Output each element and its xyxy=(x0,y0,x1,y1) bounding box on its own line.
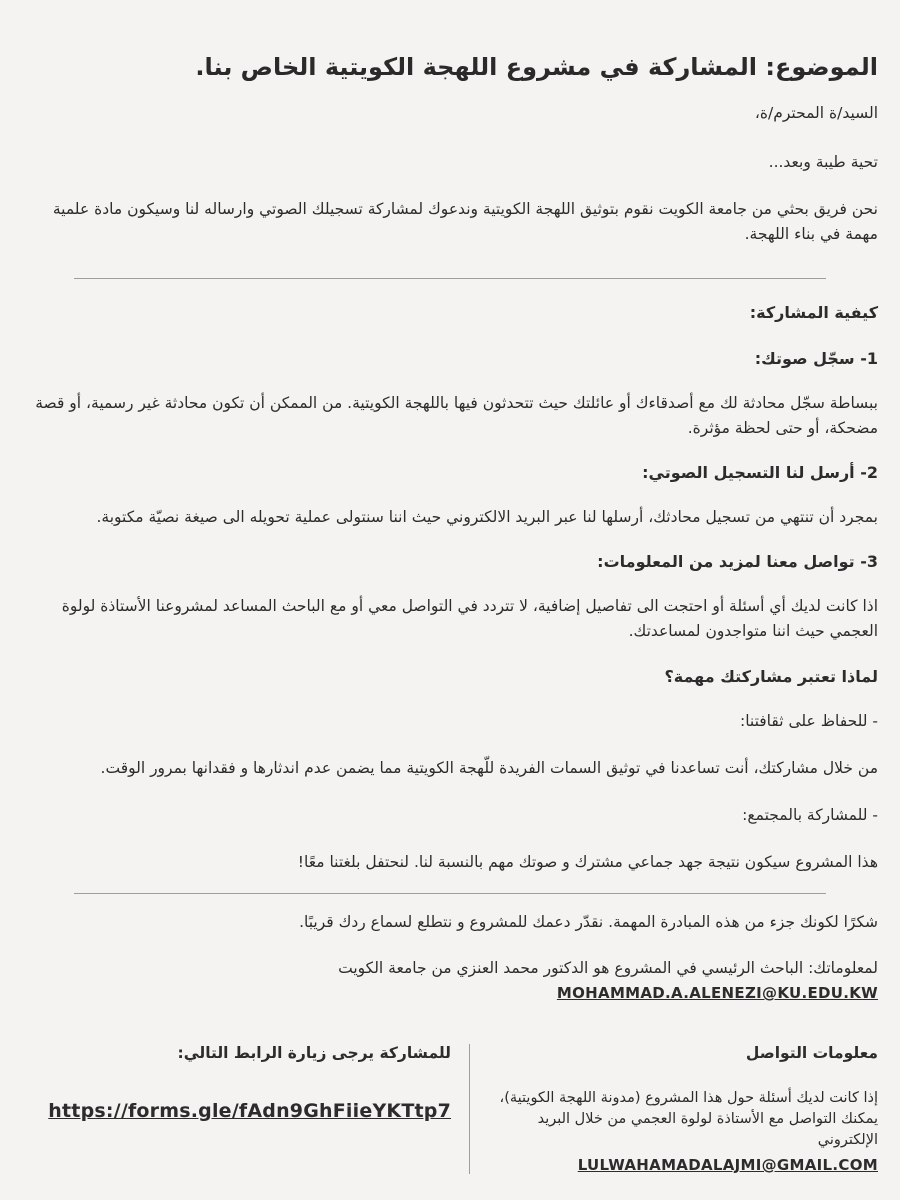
section-divider-2 xyxy=(74,893,826,894)
thanks-text: شكرًا لكونك جزء من هذه المبادرة المهمة. نقدّر دعمك للمشروع و نتطلع لسماع ردك قريبًا. xyxy=(299,912,878,931)
researcher-email-link[interactable]: MOHAMMAD.A.ALENEZI@KU.EDU.KW xyxy=(556,984,878,1003)
footer-divider xyxy=(469,1044,470,1174)
contact-info-column xyxy=(480,1044,878,1184)
how-to-participate-section xyxy=(22,301,878,643)
section-divider xyxy=(74,278,826,279)
participate-column xyxy=(22,1044,459,1184)
participate-title: للمشاركة يرجى زيارة الرابط التالي: xyxy=(177,1044,451,1062)
why-title: لماذا تعتبر مشاركتك مهمة؟ xyxy=(664,667,878,687)
intro-paragraph: نحن فريق بحثي من جامعة الكويت نقوم بتوثيق اللهجة الكويتية وندعوك لمشاركة تسجيلك الصوتي وارساله لنا وسيكون مادة علمية مهمة في بناء اللهجة. xyxy=(52,199,878,243)
why-point-1-label: - للحفاظ على ثقافتنا: xyxy=(739,712,878,731)
footer xyxy=(22,1044,878,1184)
salutation: السيد/ة المحترم/ة، xyxy=(754,104,878,123)
letter-subject: الموضوع: المشاركة في مشروع اللهجة الكويتية الخاص بنا. xyxy=(195,53,878,81)
participate-form-link[interactable]: https://forms.gle/fAdn9GhFiieYKTtp7 xyxy=(48,1100,451,1122)
step-2-title: 2- أرسل لنا التسجيل الصوتي: xyxy=(642,462,878,482)
info-text: لمعلوماتك: الباحث الرئيسي في المشروع هو الدكتور محمد العنزي من جامعة الكويت xyxy=(338,959,878,978)
why-point-1-body: من خلال مشاركتك، أنت تساعدنا في توثيق السمات الفريدة للّهجة الكويتية مما يضمن عدم اندثارها و فقدانها بمرور الوقت. xyxy=(100,759,878,778)
contact-email-link[interactable]: LULWAHAMADALAJMI@GMAIL.COM xyxy=(577,1156,878,1175)
how-title: كيفية المشاركة: xyxy=(749,303,878,323)
greeting: تحية طيبة وبعد... xyxy=(768,152,878,171)
step-3-title: 3- تواصل معنا لمزيد من المعلومات: xyxy=(597,551,878,571)
why-important-section xyxy=(22,665,878,874)
why-point-2-label: - للمشاركة بالمجتمع: xyxy=(742,805,878,824)
step-2-body: بمجرد أن تنتهي من تسجيل محادثك، أرسلها لنا عبر البريد الالكتروني حيث اننا سنتولى عملية تحويله الى صيغة نصيّة مكتوبة. xyxy=(96,507,878,526)
step-3-body: اذا كانت لديك أي أسئلة أو احتجت الى تفاصيل إضافية، لا تتردد في التواصل معي أو مع الباحث المساعد لمشروعنا الأستاذة لولوة العجمي حيث اننا متواجدون لمساعدتك. xyxy=(61,596,878,640)
contact-title: معلومات التواصل xyxy=(745,1044,878,1062)
step-1-title: 1- سجّل صوتك: xyxy=(754,349,878,369)
step-1-body: ببساطة سجّل محادثة لك مع أصدقاءك أو عائلتك حيث تتحدثون فيها باللهجة الكويتية. من الممكن أن تكون محادثة غير رسمية، أو قصة مضحكة، أو حتى لحظة مؤثرة. xyxy=(35,394,878,438)
contact-body: إذا كانت لديك أسئلة حول هذا المشروع (مدونة اللهجة الكويتية)، يمكنك التواصل مع الأستاذة لولوة العجمي من خلال البريد الإلكتروني xyxy=(499,1090,878,1149)
why-point-2-body: هذا المشروع سيكون نتيجة جهد جماعي مشترك و صوتك مهم بالنسبة لنا. لنحتفل بلغتنا معًا! xyxy=(297,852,878,871)
